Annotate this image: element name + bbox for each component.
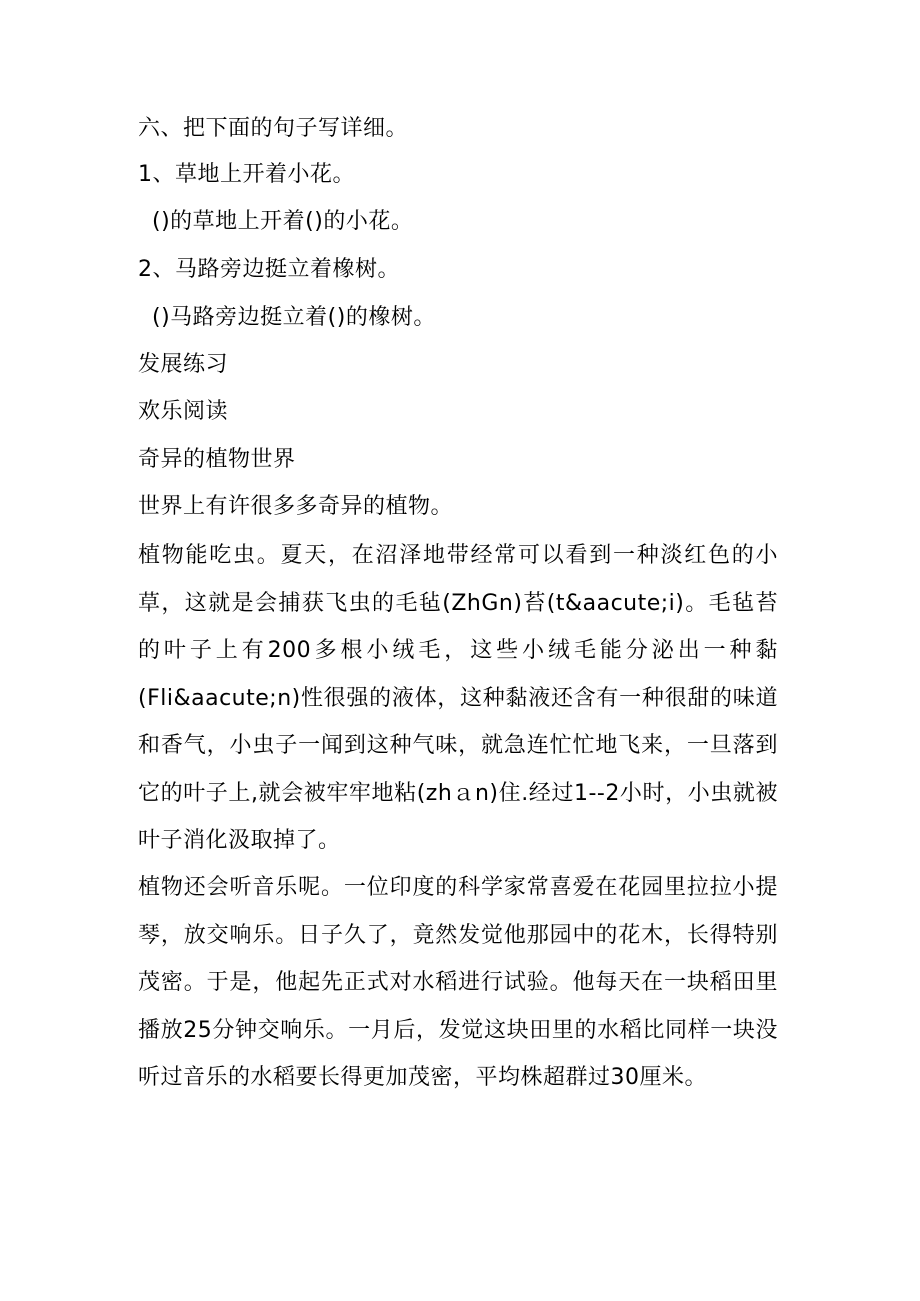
- exercise-1-expanded: ()的草地上开着()的小花。: [152, 209, 414, 234]
- reading-subheading: 欢乐阅读: [138, 399, 229, 424]
- exercise-1-sentence: 1、草地上开着小花。: [138, 162, 355, 187]
- section-heading: 六、把下面的句子写详细。: [138, 116, 409, 141]
- article-title: 奇异的植物世界: [138, 447, 296, 472]
- article-paragraph-1: 植物能吃虫。夏天，在沼泽地带经常可以看到一种淡红色的小草，这就是会捕获飞虫的毛毡(ZhGn)苔(t&aacute;i)。毛毡苔的叶子上有200多根小绒毛，这些小绒毛能分泌出一种黏(Fli&aacute;n)性很强的液体，这种黏液还含有一种很甜的味道和香气，小虫子一闻到这种气味，就急连忙忙地飞来，一旦落到它的叶子上,就会被牢牢地粘(zhａn)住.经过1--2小时，小虫就被叶子消化汲取掉了。: [138, 543, 778, 853]
- exercise-2-sentence: 2、马路旁边挺立着橡树。: [138, 257, 400, 282]
- exercise-2-expanded: ()马路旁边挺立着()的橡树。: [152, 305, 436, 330]
- article-paragraph-2: 植物还会听音乐呢。一位印度的科学家常喜爱在花园里拉拉小提琴，放交响乐。日子久了，竟然发觉他那园中的花木，长得特别茂密。于是，他起先正式对水稻进行试验。他每天在一块稻田里播放25分钟交响乐。一月后，发觉这块田里的水稻比同样一块没听过音乐的水稻要长得更加茂密，平均株超群过30厘米。: [138, 875, 778, 1090]
- article-intro: 世界上有许很多多奇异的植物。: [138, 494, 454, 519]
- practice-heading: 发展练习: [138, 352, 229, 377]
